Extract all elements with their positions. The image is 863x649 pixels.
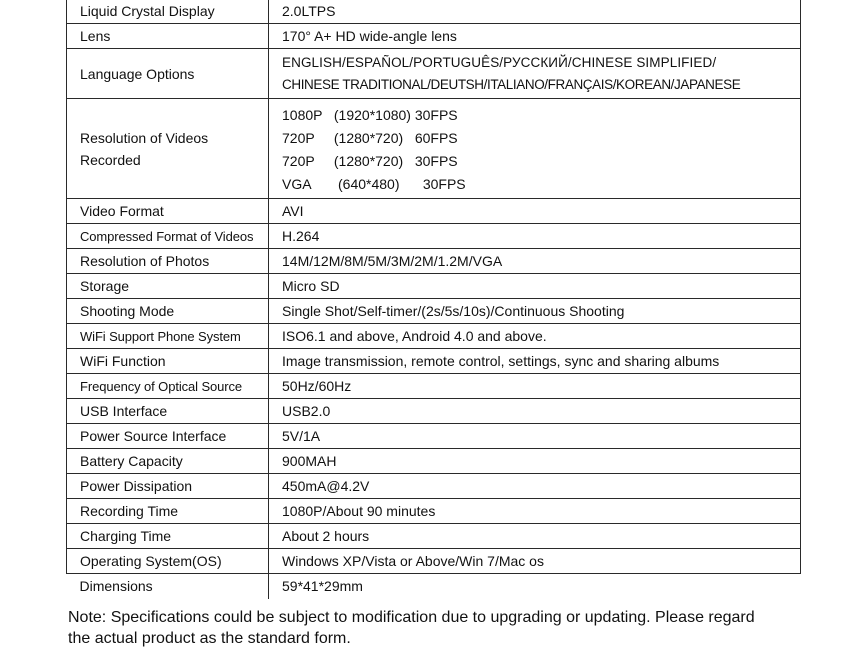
spec-label: Liquid Crystal Display	[67, 0, 269, 24]
spec-label: WiFi Support Phone System	[67, 324, 269, 349]
spec-label: Language Options	[67, 49, 269, 99]
table-row	[67, 449, 801, 474]
table-row	[67, 424, 801, 449]
spec-label: USB Interface	[67, 399, 269, 424]
table-row	[67, 24, 801, 49]
spec-value: Micro SD	[269, 274, 801, 299]
table-row	[67, 49, 801, 99]
table-row	[67, 0, 801, 24]
spec-label: Video Format	[67, 199, 269, 224]
spec-value: Image transmission, remote control, settings, sync and sharing albums	[269, 349, 801, 374]
specification-note	[68, 607, 808, 649]
spec-value: 5V/1A	[269, 424, 801, 449]
table-row	[67, 274, 801, 299]
spec-value: Windows XP/Vista or Above/Win 7/Mac os	[269, 549, 801, 574]
spec-label: Recording Time	[67, 499, 269, 524]
spec-value: 170° A+ HD wide-angle lens	[269, 24, 801, 49]
spec-value: 50Hz/60Hz	[269, 374, 801, 399]
spec-value: ISO6.1 and above, Android 4.0 and above.	[269, 324, 801, 349]
spec-value: Single Shot/Self-timer/(2s/5s/10s)/Continuous Shooting	[269, 299, 801, 324]
language-options-line: ENGLISH/ESPAÑOL/PORTUGUÊS/РУССКИЙ/CHINESE SIMPLIFIED/	[282, 54, 717, 70]
table-row	[67, 349, 801, 374]
table-row	[67, 324, 801, 349]
spec-label: Shooting Mode	[67, 299, 269, 324]
table-row	[67, 549, 801, 574]
spec-value: About 2 hours	[269, 524, 801, 549]
spec-value: H.264	[269, 224, 801, 249]
spec-label: Storage	[67, 274, 269, 299]
spec-label-line: Recorded	[80, 151, 141, 168]
spec-value: 900MAH	[269, 449, 801, 474]
spec-label: Power Dissipation	[67, 474, 269, 499]
table-row	[67, 374, 801, 399]
spec-label: Charging Time	[67, 524, 269, 549]
note-line: Note: Specifications could be subject to modification due to upgrading or updating. Please regard	[68, 609, 755, 626]
table-row	[67, 524, 801, 549]
video-resolution-line: 720P (1280*720) 60FPS	[282, 129, 458, 146]
spec-label: Resolution of Photos	[67, 249, 269, 274]
table-row	[67, 574, 801, 599]
spec-value: USB2.0	[269, 399, 801, 424]
spec-label: Operating System(OS)	[67, 549, 269, 574]
spec-value	[269, 99, 801, 199]
spec-label: WiFi Function	[67, 349, 269, 374]
spec-label	[67, 99, 269, 199]
table-row	[67, 499, 801, 524]
table-row	[67, 99, 801, 199]
note-line: the actual product as the standard form.	[68, 630, 351, 647]
table-row	[67, 224, 801, 249]
spec-label: Dimensions	[67, 574, 269, 599]
video-resolution-line: 720P (1280*720) 30FPS	[282, 152, 458, 169]
spec-label: Compressed Format of Videos	[67, 224, 269, 249]
table-row	[67, 474, 801, 499]
spec-label: Power Source Interface	[67, 424, 269, 449]
specifications-table	[66, 0, 801, 599]
spec-label: Lens	[67, 24, 269, 49]
spec-value: 14M/12M/8M/5M/3M/2M/1.2M/VGA	[269, 249, 801, 274]
spec-value: 1080P/About 90 minutes	[269, 499, 801, 524]
table-row	[67, 399, 801, 424]
spec-value: 59*41*29mm	[269, 574, 801, 599]
video-resolution-line: 1080P (1920*1080) 30FPS	[282, 106, 458, 123]
spec-value	[269, 49, 801, 99]
spec-label: Frequency of Optical Source	[67, 374, 269, 399]
spec-label: Battery Capacity	[67, 449, 269, 474]
spec-label-line: Resolution of Videos	[80, 129, 209, 146]
table-row	[67, 299, 801, 324]
spec-value: 450mA@4.2V	[269, 474, 801, 499]
language-options-line: CHINESE TRADITIONAL/DEUTSH/ITALIANO/FRANÇAIS/KOREAN/JAPANESE	[282, 76, 741, 92]
spec-value: AVI	[269, 199, 801, 224]
table-row	[67, 199, 801, 224]
video-resolution-line: VGA (640*480) 30FPS	[282, 175, 466, 192]
spec-value: 2.0LTPS	[269, 0, 801, 24]
table-row	[67, 249, 801, 274]
